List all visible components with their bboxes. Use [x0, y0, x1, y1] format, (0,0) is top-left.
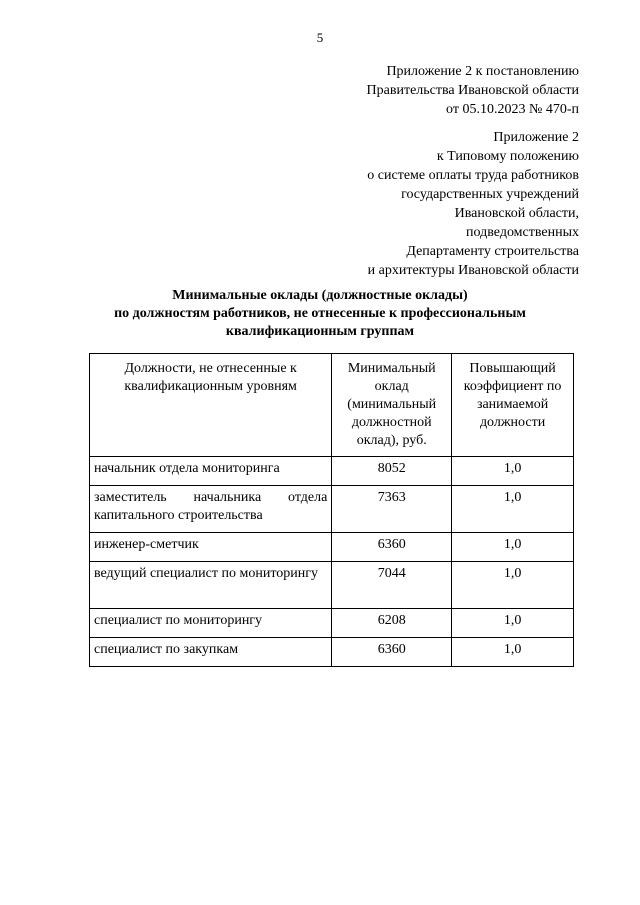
title-line: Минимальные оклады (должностные оклады)	[172, 288, 468, 303]
cell-position: начальник отдела мониторинга	[90, 457, 332, 486]
appendix-line: Приложение 2	[493, 130, 579, 145]
cell-position: специалист по мониторингу	[90, 609, 332, 638]
appendix-line: подведомственных	[466, 225, 579, 240]
cell-coefficient: 1,0	[452, 486, 574, 533]
appendix-line: к Типовому положению	[436, 149, 579, 164]
header-salary: Минимальный оклад (минимальный должностной оклад), руб.	[332, 354, 452, 457]
appendix-line: от 05.10.2023 № 470-п	[446, 102, 579, 117]
table-row	[90, 533, 574, 562]
table-row	[90, 457, 574, 486]
cell-position: инженер-сметчик	[90, 533, 332, 562]
cell-salary: 6360	[332, 638, 452, 667]
table-row	[90, 562, 574, 609]
cell-position: заместитель начальника отдела капитального строительства	[90, 486, 332, 533]
appendix-line: и архитектуры Ивановской области	[367, 263, 579, 278]
cell-coefficient: 1,0	[452, 457, 574, 486]
cell-salary: 6360	[332, 533, 452, 562]
table-header-row	[90, 354, 574, 457]
appendix-resolution-reference	[367, 62, 579, 119]
table-row	[90, 638, 574, 667]
appendix-line: Ивановской области,	[454, 206, 579, 221]
cell-coefficient: 1,0	[452, 609, 574, 638]
header-position: Должности, не отнесенные к квалификационным уровням	[90, 354, 332, 457]
table-row	[90, 486, 574, 533]
cell-salary: 7363	[332, 486, 452, 533]
cell-salary: 7044	[332, 562, 452, 609]
document-title	[0, 287, 640, 341]
cell-salary: 6208	[332, 609, 452, 638]
appendix-line: Правительства Ивановской области	[366, 83, 579, 98]
cell-coefficient: 1,0	[452, 533, 574, 562]
table-row	[90, 609, 574, 638]
appendix-line: Департаменту строительства	[406, 244, 579, 259]
appendix-line: о системе оплаты труда работников	[367, 168, 579, 183]
salary-table	[89, 353, 574, 667]
cell-position: ведущий специалист по мониторингу	[90, 562, 332, 609]
appendix-regulation-reference	[367, 128, 579, 280]
title-line: квалификационным группам	[225, 324, 415, 339]
header-coefficient: Повышающий коэффициент по занимаемой должности	[452, 354, 574, 457]
page-number: 5	[316, 30, 324, 45]
cell-salary: 8052	[332, 457, 452, 486]
appendix-line: государственных учреждений	[401, 187, 579, 202]
cell-coefficient: 1,0	[452, 562, 574, 609]
cell-position: специалист по закупкам	[90, 638, 332, 667]
cell-coefficient: 1,0	[452, 638, 574, 667]
title-line: по должностям работников, не отнесенные к профессиональным	[114, 306, 526, 321]
appendix-line: Приложение 2 к постановлению	[386, 64, 579, 79]
